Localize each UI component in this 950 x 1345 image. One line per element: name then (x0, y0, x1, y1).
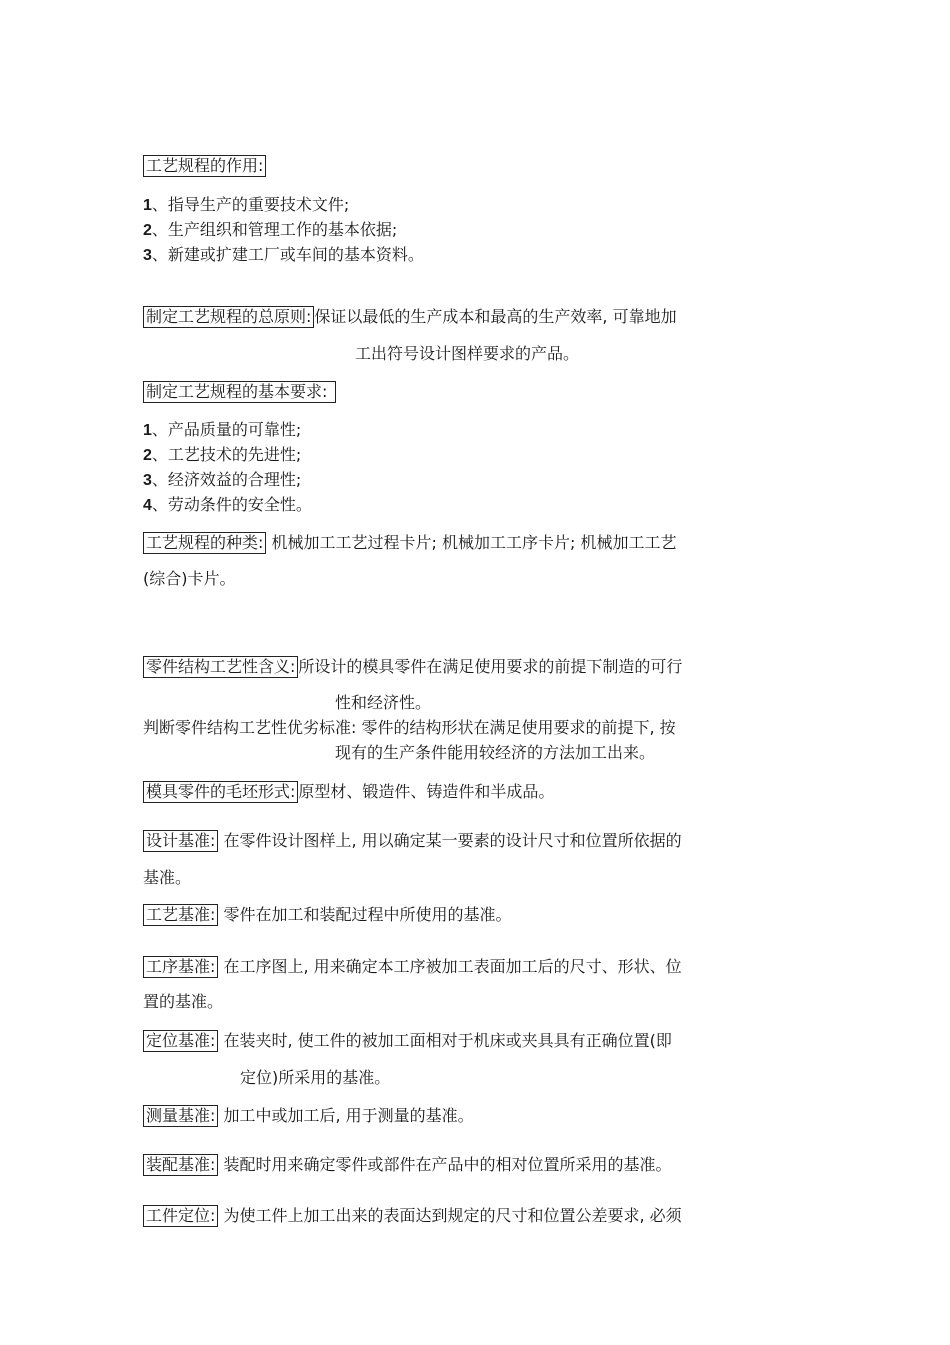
definition-text: 在零件设计图样上, 用以确定某一要素的设计尺寸和位置所依据的 (223, 831, 682, 850)
section-locating-datum (143, 1030, 672, 1052)
list-item: 3、经济效益的合理性; (143, 470, 302, 489)
term-label: 制定工艺规程的基本要求: (143, 381, 336, 403)
term-label: 模具零件的毛坯形式: (143, 781, 298, 803)
section-basic-requirements (143, 381, 336, 403)
definition-text: 机械加工工艺过程卡片; 机械加工工序卡片; 机械加工工艺 (271, 533, 677, 552)
list-item: 4、劳动条件的安全性。 (143, 495, 312, 514)
term-label: 测量基准: (143, 1105, 218, 1127)
definition-continuation: 现有的生产条件能用较经济的方法加工出来。 (335, 743, 656, 762)
term-label: 定位基准: (143, 1030, 218, 1052)
section-procedure-types (143, 532, 676, 554)
section-assembly-datum (143, 1154, 672, 1176)
term-label: 工艺规程的种类: (143, 532, 266, 554)
term-label: 工件定位: (143, 1205, 218, 1227)
list-item: 3、新建或扩建工厂或车间的基本资料。 (143, 245, 424, 264)
section-workpiece-locating (143, 1205, 682, 1227)
list-item: 2、生产组织和管理工作的基本依据; (143, 220, 398, 239)
definition-text: 所设计的模具零件在满足使用要求的前提下制造的可行 (298, 657, 683, 676)
definition-continuation: 置的基准。 (143, 992, 224, 1011)
term-label: 设计基准: (143, 830, 218, 852)
section-structural-manufacturability (143, 656, 682, 678)
section-measuring-datum (143, 1105, 474, 1127)
term-label: 零件结构工艺性含义: (143, 656, 298, 678)
definition-continuation: (综合)卡片。 (143, 569, 236, 588)
definition-text: 在工序图上, 用来确定本工序被加工表面加工后的尺寸、形状、位 (223, 957, 682, 976)
term-label: 工序基准: (143, 956, 218, 978)
definition-continuation: 定位)所采用的基准。 (240, 1068, 391, 1087)
definition-continuation: 基准。 (143, 868, 192, 887)
definition-text: 原型材、锻造件、铸造件和半成品。 (298, 782, 555, 801)
definition-text: 零件在加工和装配过程中所使用的基准。 (223, 905, 512, 924)
list-item: 1、产品质量的可靠性; (143, 420, 302, 439)
list-item: 2、工艺技术的先进性; (143, 445, 302, 464)
section-operation-datum (143, 956, 682, 978)
definition-continuation: 性和经济性。 (335, 693, 432, 712)
section-blank-forms (143, 781, 554, 803)
definition-text: 为使工件上加工出来的表面达到规定的尺寸和位置公差要求, 必须 (223, 1206, 682, 1225)
section-process-datum (143, 904, 512, 926)
section-design-datum (143, 830, 682, 852)
list-item: 1、指导生产的重要技术文件; (143, 195, 350, 214)
definition-continuation: 工出符号设计图样要求的产品。 (355, 344, 580, 363)
definition-text: 保证以最低的生产成本和最高的生产效率, 可靠地加 (314, 307, 677, 326)
section-evaluation-standard: 判断零件结构工艺性优劣标准: 零件的结构形状在满足使用要求的前提下, 按 (143, 718, 676, 737)
section-tech-procedure-role (143, 155, 266, 177)
definition-text: 在装夹时, 使工件的被加工面相对于机床或夹具具有正确位置(即 (223, 1031, 672, 1050)
term-label: 制定工艺规程的总原则: (143, 306, 314, 328)
term-label: 装配基准: (143, 1154, 218, 1176)
section-general-principle (143, 306, 677, 328)
definition-text: 装配时用来确定零件或部件在产品中的相对位置所采用的基准。 (223, 1155, 672, 1174)
term-label: 工艺基准: (143, 904, 218, 926)
term-label: 工艺规程的作用: (143, 155, 266, 177)
definition-text: 加工中或加工后, 用于测量的基准。 (223, 1106, 474, 1125)
